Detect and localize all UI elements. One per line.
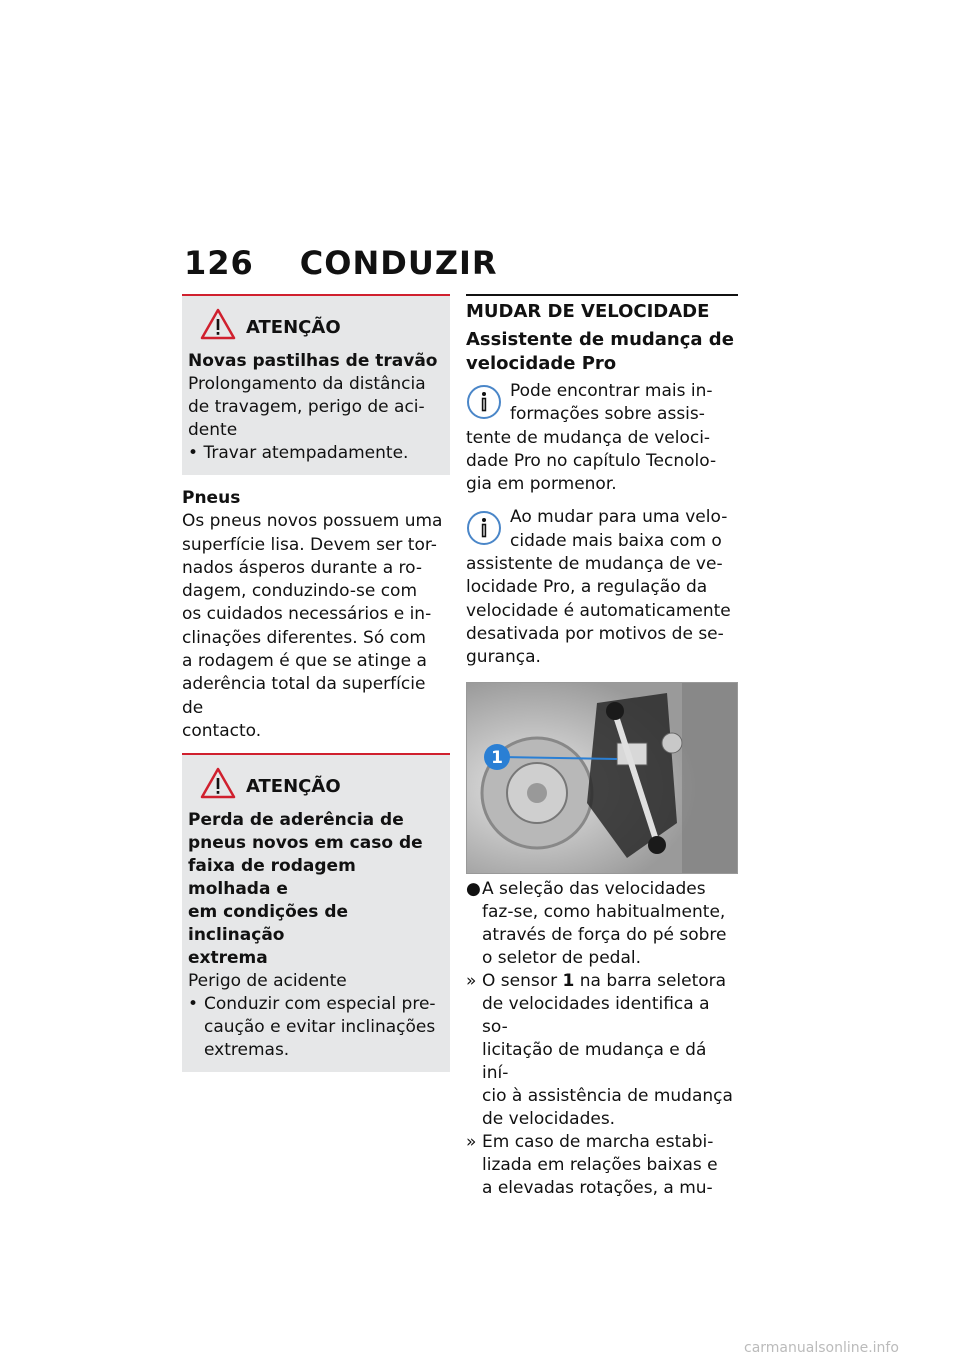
tyres-line: a rodagem é que se atinge a: [182, 651, 427, 672]
info-line: assistente de mudança de ve-: [466, 554, 723, 575]
warning-line: Prolongamento da distância: [188, 374, 426, 394]
info-line: gurança.: [466, 647, 541, 668]
warning-text: Perigo de acidente: [188, 971, 347, 992]
info-line: desativada por motivos de se-: [466, 623, 724, 644]
info-note: [466, 380, 738, 496]
subsection-title-line: velocidade Pro: [466, 353, 617, 374]
info-icon: [466, 384, 502, 420]
warning-line: de travagem, perigo de aci-: [188, 397, 425, 417]
info-line: gia em pormenor.: [466, 474, 617, 495]
gearshift-sensor-photo: [466, 682, 738, 874]
tyres-line: Os pneus novos possuem uma: [182, 511, 443, 532]
tyres-section: [182, 487, 450, 743]
instructions: [466, 878, 738, 1200]
info-line: dade Pro no capítulo Tecnolo-: [466, 450, 717, 471]
warning-triangle-icon: [200, 308, 236, 340]
result-marker: »: [466, 970, 477, 991]
info-line: Pode encontrar mais in-: [510, 381, 713, 401]
warning-header: [200, 767, 444, 799]
sensor-ref: 1: [562, 970, 575, 991]
page-header: [184, 244, 498, 282]
bullet-marker: •: [188, 994, 199, 1015]
chapter-title: CONDUZIR: [299, 244, 498, 282]
bullet-dot: ●: [466, 878, 481, 899]
right-column: [466, 294, 738, 1200]
warning-header: [200, 308, 444, 340]
warning-heading: Novas pastilhas de travão: [188, 351, 438, 371]
tyres-line: nados ásperos durante a ro-: [182, 557, 423, 578]
warning-heading-line: extrema: [188, 948, 268, 969]
bullet-item: ● A seleção das velocidades faz-se, como habitualmente, através de força do pé sobre o seletor de pedal.: [466, 878, 727, 968]
info-line: Ao mudar para uma velo-: [510, 507, 728, 528]
warning-line: dente: [188, 420, 238, 440]
warning-bullet: • Conduzir com especial pre- caução e evitar inclinações extremas.: [188, 994, 436, 1061]
warning-body: [188, 809, 444, 1062]
warning-heading-line: em condições de inclinação: [188, 902, 349, 946]
tyres-line: os cuidados necessários e in-: [182, 604, 432, 625]
info-line: cidade mais baixa com o: [510, 530, 722, 551]
info-line: formações sobre assis-: [510, 404, 705, 425]
section-rule: [466, 294, 738, 296]
callout-label: 1: [491, 747, 503, 768]
subsection-title-line: Assistente de mudança de: [466, 329, 734, 350]
tyres-line: clinações diferentes. Só com: [182, 627, 426, 648]
result-item: » O sensor 1 na barra seletora de velocidades identifica a so- licitação de mudança e dá iní- cio à assistência de mudança de velocidades.: [466, 970, 733, 1129]
warning-heading-line: Perda de aderência de: [188, 810, 404, 831]
result-marker: »: [466, 1131, 477, 1152]
warning-bullet: • Travar atempadamente.: [188, 443, 409, 463]
engine-illustration: [467, 683, 737, 873]
warning-title: ATENÇÃO: [246, 316, 341, 338]
tyres-line: superfície lisa. Devem ser tor-: [182, 534, 437, 555]
tyres-line: dagem, conduzindo-se com: [182, 581, 418, 602]
result-item: » Em caso de marcha estabi- lizada em relações baixas e a elevadas rotações, a mu-: [466, 1131, 718, 1198]
warning-title: ATENÇÃO: [246, 775, 341, 797]
page-number: 126: [184, 244, 254, 282]
warning-heading-line: pneus novos em caso de: [188, 833, 423, 854]
warning-heading-line: faixa de rodagem molhada e: [188, 856, 356, 900]
warning-box-tyres: [182, 753, 450, 1072]
info-line: locidade Pro, a regulação da: [466, 577, 708, 598]
info-line: tente de mudança de veloci-: [466, 427, 711, 448]
tyres-line: contacto.: [182, 720, 262, 741]
info-line: velocidade é automaticamente: [466, 600, 731, 621]
tyres-line: aderência total da superfície de: [182, 674, 426, 718]
warning-triangle-icon: [200, 767, 236, 799]
warning-body: [188, 350, 444, 465]
left-column: [182, 294, 450, 1072]
section-title: MUDAR DE VELOCIDADE: [466, 301, 710, 322]
info-note: [466, 506, 738, 669]
tyres-heading: Pneus: [182, 488, 241, 508]
info-icon: [466, 510, 502, 546]
warning-box-brakes: [182, 294, 450, 475]
watermark: carmanualsonline.info: [744, 1340, 899, 1356]
